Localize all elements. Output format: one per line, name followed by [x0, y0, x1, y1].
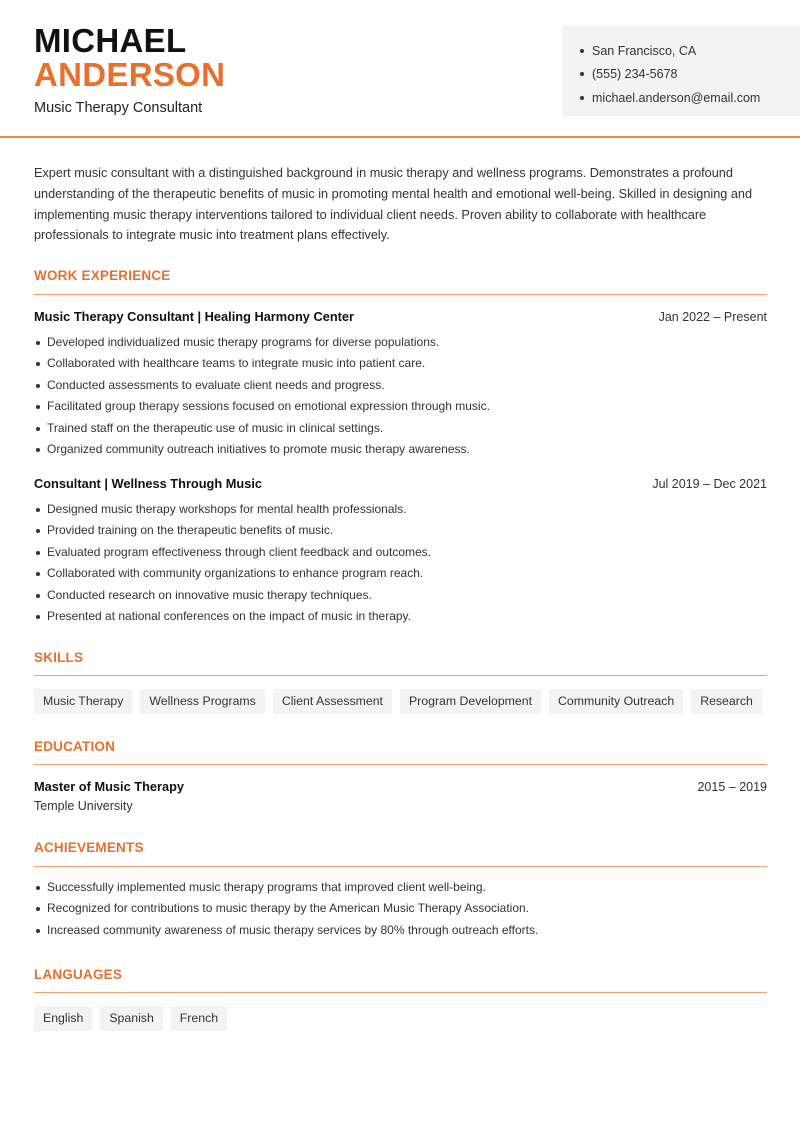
language-tag: French	[171, 1006, 227, 1031]
last-name: ANDERSON	[34, 56, 226, 93]
contact-location-text: San Francisco, CA	[592, 43, 697, 58]
section-title-skills: SKILLS	[34, 650, 84, 665]
section-divider	[34, 866, 767, 867]
education-header	[34, 779, 767, 794]
section-title-education: EDUCATION	[34, 739, 116, 754]
skills-tags	[34, 689, 762, 714]
language-tag: English	[34, 1006, 92, 1031]
list-item: Organized community outreach initiatives to promote music therapy awareness.	[34, 439, 767, 460]
section-title-languages: LANGUAGES	[34, 967, 123, 982]
job-role: Music Therapy Consultant | Healing Harmony Center	[34, 309, 355, 324]
section-divider	[34, 992, 767, 993]
contact-email-text: michael.anderson@email.com	[592, 90, 761, 105]
section-title-achievements: ACHIEVEMENTS	[34, 840, 144, 855]
list-item: Developed individualized music therapy programs for diverse populations.	[34, 332, 767, 353]
professional-title: Music Therapy Consultant	[34, 100, 203, 116]
resume-header	[0, 0, 800, 138]
list-item: Trained staff on the therapeutic use of music in clinical settings.	[34, 418, 767, 439]
skill-tag: Wellness Programs	[140, 689, 264, 714]
contact-phone-text: (555) 234-5678	[592, 67, 678, 82]
list-item: Successfully implemented music therapy programs that improved client well-being.	[34, 877, 767, 898]
language-tag: Spanish	[100, 1006, 162, 1031]
bullet-dot	[580, 96, 584, 100]
job-dates: Jan 2022 – Present	[658, 310, 767, 324]
section-divider	[34, 675, 767, 676]
bullet-dot	[580, 49, 584, 53]
list-item: Facilitated group therapy sessions focused on emotional expression through music.	[34, 396, 767, 417]
section-divider	[34, 764, 767, 765]
list-item: Recognized for contributions to music therapy by the American Music Therapy Association.	[34, 898, 767, 919]
job-bullets	[34, 499, 767, 627]
job-role: Consultant | Wellness Through Music	[34, 476, 263, 491]
list-item: Increased community awareness of music therapy services by 80% through outreach efforts.	[34, 920, 767, 941]
list-item: Collaborated with community organizations to enhance program reach.	[34, 563, 767, 584]
summary-paragraph: Expert music consultant with a distinguished background in music therapy and wellness programs. Demonstrates a profound understanding of the therapeutic benefits of music in promoting mental health and emotional well-being. Skilled in designing and implementing music therapy interventions tailored to individual client needs. Proven ability to collaborate with healthcare professionals to integrate music into treatment plans effectively.	[34, 166, 752, 243]
skill-tag: Music Therapy	[34, 689, 132, 714]
list-item: Provided training on the therapeutic benefits of music.	[34, 520, 767, 541]
list-item: Conducted research on innovative music therapy techniques.	[34, 585, 767, 606]
skill-tag: Program Development	[400, 689, 541, 714]
skill-tag: Community Outreach	[549, 689, 683, 714]
job-header	[34, 476, 767, 491]
first-name: MICHAEL	[34, 22, 187, 59]
language-tags	[34, 1006, 227, 1031]
skill-tag: Research	[691, 689, 762, 714]
contact-phone	[580, 63, 800, 87]
job-header	[34, 309, 767, 324]
section-divider	[34, 294, 767, 295]
list-item: Presented at national conferences on the impact of music in therapy.	[34, 606, 767, 627]
skill-tag: Client Assessment	[273, 689, 392, 714]
contact-location	[580, 39, 800, 63]
school-name: Temple University	[34, 799, 133, 813]
list-item: Collaborated with healthcare teams to integrate music into patient care.	[34, 353, 767, 374]
job-bullets	[34, 332, 767, 460]
list-item: Designed music therapy workshops for mental health professionals.	[34, 499, 767, 520]
achievements-list	[34, 877, 767, 941]
job-dates: Jul 2019 – Dec 2021	[652, 477, 767, 491]
list-item: Evaluated program effectiveness through client feedback and outcomes.	[34, 542, 767, 563]
list-item: Conducted assessments to evaluate client needs and progress.	[34, 375, 767, 396]
degree: Master of Music Therapy	[34, 779, 185, 794]
bullet-dot	[580, 72, 584, 76]
education-dates: 2015 – 2019	[697, 780, 767, 794]
contact-box	[562, 26, 800, 116]
section-title-work: WORK EXPERIENCE	[34, 268, 171, 283]
contact-email	[580, 86, 800, 110]
